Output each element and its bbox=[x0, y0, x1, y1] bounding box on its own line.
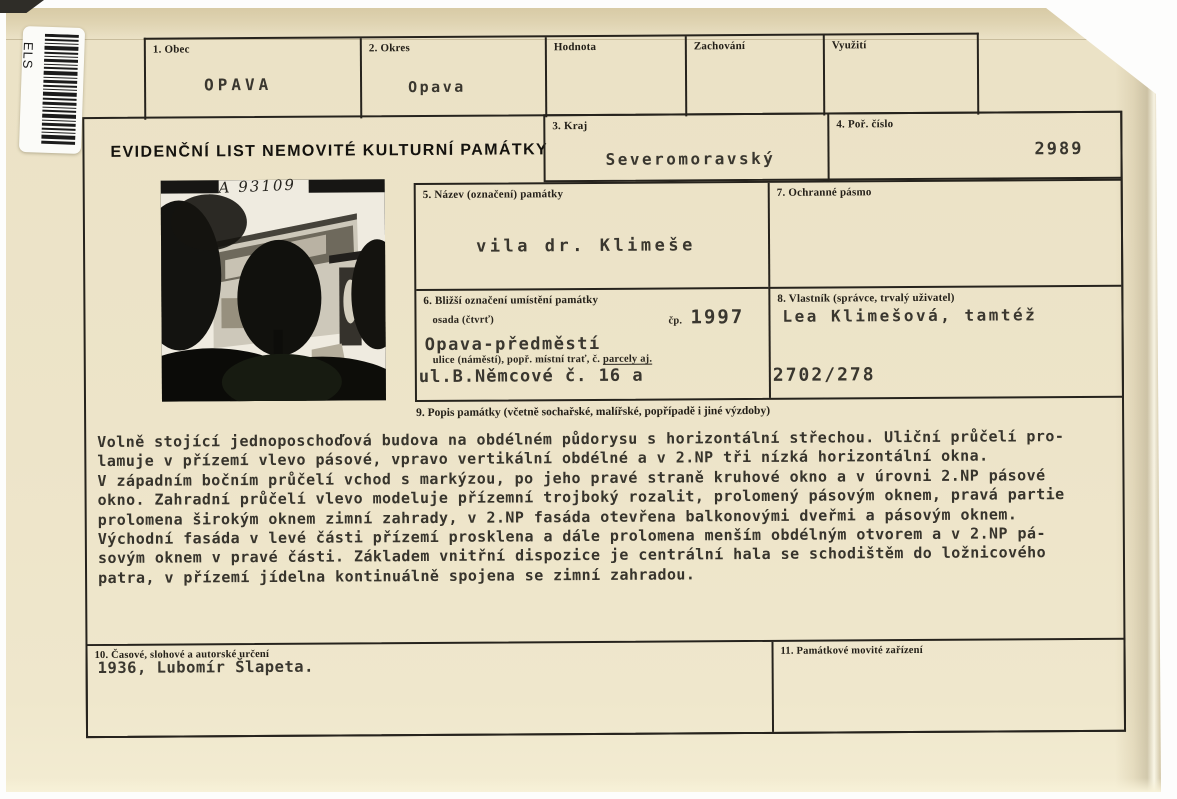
field-okres bbox=[360, 37, 545, 118]
popis-line: okno. Zahradní průčelí vlevo modeluje přízemní trojboký rozalit, prolomený pásovým oknem, pravá partie bbox=[97, 485, 1065, 510]
field-urceni-value: 1936, Lubomír Šlapeta. bbox=[97, 657, 314, 678]
field-vlastnik-value: Lea Klimešová, tamtéž bbox=[782, 305, 1038, 326]
form-body bbox=[82, 111, 1126, 738]
field-ulice-value: ul.B.Němcové č. 16 a bbox=[418, 365, 644, 388]
barcode-sticker bbox=[19, 26, 85, 154]
field-ulice-label-underlined: parcely aj. bbox=[602, 353, 653, 365]
detail-sections bbox=[414, 179, 1124, 402]
field-osada-value: Opava-předměstí bbox=[424, 333, 601, 355]
form-title: EVIDENČNÍ LIST NEMOVITÉ KULTURNÍ PAMÁTKY bbox=[110, 141, 549, 161]
field-urceni-label: 10. Časové, slohové a autorské určení bbox=[94, 648, 270, 662]
field-ochranne-pasmo bbox=[768, 181, 1122, 287]
field-hodnota-label: Hodnota bbox=[553, 40, 597, 54]
field-osada-label: osada (čtvrť) bbox=[432, 314, 494, 326]
field-okres-value: Opava bbox=[408, 77, 466, 97]
header-fields-row bbox=[144, 33, 979, 120]
field-cp-label: čp. bbox=[668, 315, 683, 327]
field-kraj-label: 3. Kraj bbox=[552, 119, 588, 133]
field-ulice-label bbox=[433, 354, 652, 366]
field-zachovani bbox=[685, 36, 823, 117]
popis-line: sovým oknem v pravé části. Základem vnitřní dispozice je centrální hala se schodištěm do ložnicového bbox=[97, 543, 1047, 568]
popis-line: patra, v přízemí jídelna kontinuálně spojena se zimní zahradou. bbox=[98, 565, 696, 587]
field-por-cislo bbox=[829, 113, 1120, 179]
field-umisteni-label: 6. Bližší označení umístění památky bbox=[423, 293, 599, 308]
field-obec-label: 1. Obec bbox=[152, 43, 190, 56]
field-cp-value: 1997 bbox=[690, 306, 745, 329]
field-ochranne-pasmo-label: 7. Ochranné pásmo bbox=[776, 186, 872, 199]
field-vyuziti bbox=[823, 35, 977, 116]
field-okres-label: 2. Okres bbox=[368, 42, 411, 55]
popis-line: Východní fasáda v levé části přízemí prosklena a dále prolomena menším obdélným otvorem a v 2.NP pá- bbox=[97, 524, 1046, 549]
field-por-cislo-value: 2989 bbox=[1034, 138, 1084, 160]
kraj-row bbox=[543, 111, 1122, 183]
field-por-cislo-label: 4. Poř. číslo bbox=[836, 118, 894, 131]
field-obec-value: OPAVA bbox=[204, 74, 273, 95]
field-kraj bbox=[545, 115, 829, 181]
field-vlastnik bbox=[768, 285, 1122, 398]
field-parcela-value: 2702/278 bbox=[772, 364, 876, 386]
field-nazev bbox=[416, 183, 769, 289]
field-zachovani-label: Zachování bbox=[693, 40, 746, 53]
popis-line: lamuje v přízemí vlevo pásové, vpravo vertikální obdélné a v 2.NP tři nízká horizontální okna. bbox=[97, 446, 989, 471]
villa-photo-image bbox=[161, 179, 386, 401]
building-photo bbox=[161, 175, 386, 401]
field-zarizeni bbox=[773, 640, 1124, 732]
field-hodnota bbox=[545, 36, 685, 117]
popis-line: prolomena širokým oknem zimní zahrady, v 2.NP fasáda otevřena balkonovými dveřmi a pásovým oknem. bbox=[97, 505, 1018, 529]
field-nazev-value: vila dr. Klimeše bbox=[476, 235, 696, 257]
field-obec bbox=[146, 38, 360, 119]
field-popis-value bbox=[97, 427, 1114, 588]
field-vyuziti-label: Využití bbox=[831, 39, 867, 52]
field-kraj-value: Severomoravský bbox=[605, 148, 776, 169]
field-zarizeni-label: 11. Památkové movité zařízení bbox=[780, 644, 923, 657]
bottom-fields-row bbox=[85, 638, 1126, 738]
field-urceni bbox=[87, 642, 774, 736]
photo-inventory-number: A 93109 bbox=[218, 175, 297, 197]
barcode-icon bbox=[41, 34, 79, 147]
field-popis-label: 9. Popis památky (včetně sochařské, malířské, popřípadě i jiné výzdoby) bbox=[416, 404, 771, 420]
field-ulice-label-text: ulice (náměstí), popř. místní trať, č. bbox=[432, 353, 603, 366]
sticker-code-label: ELS bbox=[19, 41, 36, 70]
field-nazev-label: 5. Název (označení) památky bbox=[422, 188, 564, 202]
field-vlastnik-label: 8. Vlastník (správce, trvalý uživatel) bbox=[777, 291, 955, 305]
popis-line: Volně stojící jednoposchoďová budova na obdélném půdorysu s horizontální střechou. Uliční průčelí pro- bbox=[97, 427, 1065, 451]
popis-line: V západním bočním průčelí vchod s markýzou, po jeho pravé straně kruhové okno a v úrovni 2.NP pásové bbox=[97, 466, 1046, 490]
